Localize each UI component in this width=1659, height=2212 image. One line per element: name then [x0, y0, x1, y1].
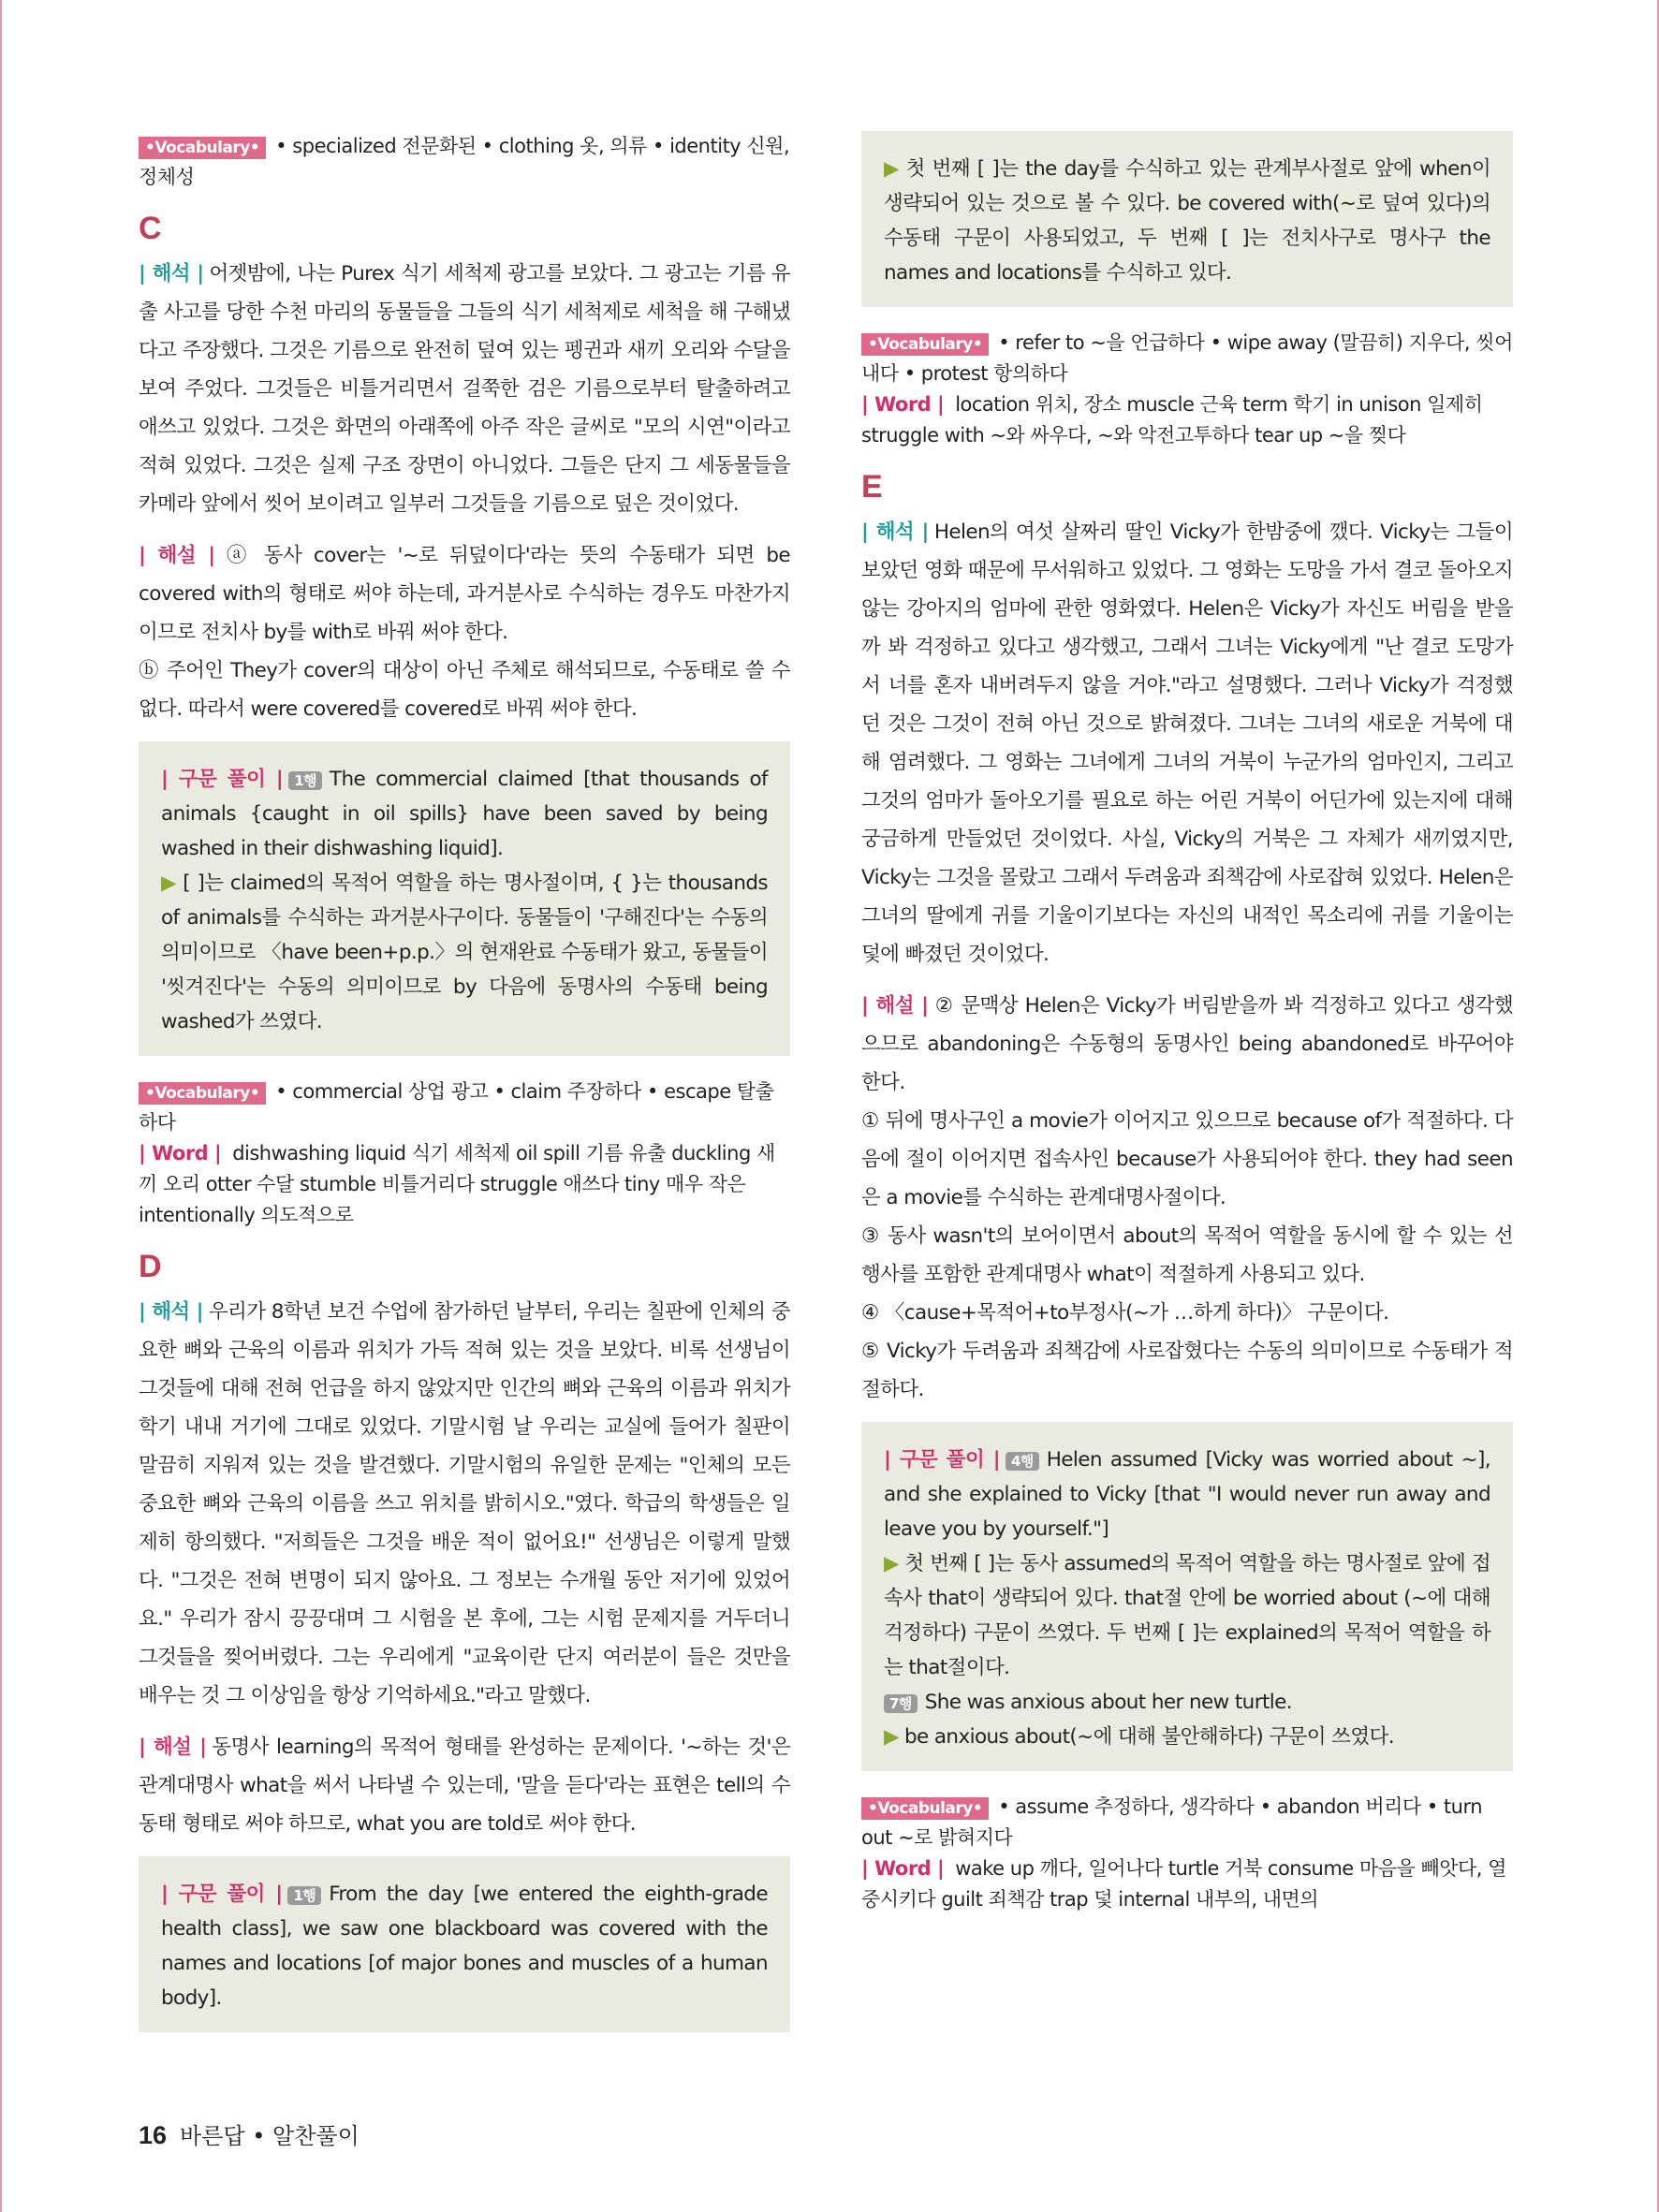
translation-d: [139, 1293, 790, 1715]
vocabulary-text: • commercial 상업 광고 • claim 주장하다 • escape 탈출하다: [139, 1080, 774, 1134]
word-text: location 위치, 장소 muscle 근육 term 학기 in unison 일제히 struggle with ~와 싸우다, ~와 악전고투하다 tear up ~을 찢다: [861, 393, 1483, 447]
line-number-badge: 7행: [884, 1694, 918, 1713]
explanation-c-1: [139, 536, 790, 652]
left-column: [139, 131, 790, 2053]
explanation-d: [139, 1728, 790, 1843]
explanation-e-4: ④ 〈cause+목적어+to부정사(~가 …하게 하다)〉 구문이다.: [861, 1301, 1389, 1325]
page-number: 16: [139, 2121, 168, 2149]
translation-text: 어젯밤에, 나는 Purex 식기 세척제 광고를 보았다. 그 광고는 기름 유출 사고를 당한 수천 마리의 동물들을 그들의 식기 세척제로 세척을 해 구해냈다고 주장했다. 그것은 기름으로 완전히 덮여 있는 펭귄과 새끼 오리와 수달을 보여 주었다. 그것들은 비틀거리면서 걸쭉한 검은 기름으로부터 탈출하려고 애쓰고 있었다. 그것은 화면의 아래쪽에 아주 작은 글씨로 "모의 시연"이라고 적혀 있었다. 그것은 실제 구조 장면이 아니었다. 그들은 단지 그 세동물들을 카메라 앞에서 씻어 보이려고 일부러 그것들을 기름으로 덮은 것이었다.: [139, 262, 790, 516]
line-number-badge: 1행: [288, 771, 322, 790]
section-heading-e: E: [861, 469, 883, 505]
word-tag: | Word |: [139, 1142, 222, 1165]
structure-text: She was anxious about her new turtle.: [924, 1691, 1293, 1714]
structure-note-text: be anxious about(~에 대해 불안해하다) 구문이 쓰였다.: [903, 1725, 1394, 1749]
arrow-icon: ▶: [884, 157, 901, 181]
page-edge-left: [0, 0, 2, 2212]
explanation-tag: | 해설 |: [861, 994, 929, 1018]
explanation-tag: | 해설 |: [139, 1736, 207, 1759]
structure-note: [884, 152, 1490, 290]
vocabulary-text: • refer to ~을 언급하다 • wipe away (말끔히) 지우다, 씻어내다 • protest 항의하다: [861, 331, 1513, 385]
vocabulary-line: [139, 1077, 790, 1138]
structure-note: [161, 866, 768, 1039]
word-line: [861, 1853, 1513, 1915]
arrow-icon: ▶: [161, 872, 178, 895]
word-line: [861, 389, 1513, 451]
structure-note: [884, 1546, 1490, 1685]
vocabulary-line: [139, 131, 790, 193]
vocabulary-text: • assume 추정하다, 생각하다 • abandon 버리다 • turn out ~로 밝혀지다: [861, 1795, 1483, 1849]
structure-sentence: [884, 1443, 1490, 1546]
vocabulary-badge: •Vocabulary•: [861, 333, 989, 356]
translation-text: Helen의 여섯 살짜리 딸인 Vicky가 한밤중에 깼다. Vicky는 그들이 보았던 영화 때문에 무서워하고 있었다. 그 영화는 도망을 가서 결코 돌아오지 않는 강아지의 엄마에 관한 영화였다. Helen은 Vicky가 자신도 버림을 받을까 봐 걱정하고 있다고 생각했고, 그래서 그녀는 Vicky에게 "난 결코 도망가서 너를 혼자 내버려두지 않을 거야."라고 설명했다. 그러나 Vicky가 걱정했던 것은 그것이 전혀 아닌 것으로 밝혀졌다. 그녀는 그녀의 새로운 거북에 대해 염려했다. 그 영화는 그녀에게 그녀의 거북이 누군가의 엄마인지, 그리고 그것의 엄마가 돌아오기를 필요로 하는 어린 거북이 어딘가에 있는지에 대해 궁금하게 만들었던 것이었다. 사실, Vicky의 거북은 그 자체가 새끼였지만, Vicky는 그것을 몰랐고 그래서 두려움과 죄책감에 사로잡혀 있었다. Helen은 그녀의 딸에게 귀를 기울이기보다는 자신의 내적인 목소리에 귀를 기울이는 덫에 빠졌던 것이었다.: [861, 520, 1513, 966]
vocabulary-line: [861, 1792, 1513, 1853]
translation-tag: | 해석 |: [861, 520, 929, 544]
word-tag: | Word |: [861, 1857, 945, 1880]
arrow-icon: ▶: [884, 1725, 899, 1749]
explanation-text: ② 문맥상 Helen은 Vicky가 버림받을까 봐 걱정하고 있다고 생각했으므로 abandoning은 수동형의 동명사인 being abandoned로 바꾸어야 한다.: [861, 994, 1513, 1094]
structure-note: [884, 1720, 1490, 1754]
arrow-icon: ▶: [884, 1552, 900, 1575]
structure-note-text: 첫 번째 [ ]는 the day를 수식하고 있는 관계부사절로 앞에 when이 생략되어 있는 것으로 볼 수 있다. be covered with(~로 덮여 있다)의 수동태 구문이 사용되었고, 두 번째 [ ]는 전치사구로 명사구 the names and locations를 수식하고 있다.: [884, 157, 1490, 285]
explanation-text: 동명사 learning의 목적어 형태를 완성하는 문제이다. '~하는 것'은 관계대명사 what을 써서 나타낼 수 있는데, '말을 듣다'라는 표현은 tell의 수동태 형태로 써야 하므로, what you are told로 써야 한다.: [139, 1736, 790, 1836]
translation-tag: | 해석 |: [139, 262, 204, 286]
vocabulary-line: [861, 328, 1513, 389]
structure-note-text: 첫 번째 [ ]는 동사 assumed의 목적어 역할을 하는 명사절로 앞에 접속사 that이 생략되어 있다. that절 안에 be worried about (~에 대해 걱정하다) 구문이 쓰였다. 두 번째 [ ]는 explained의 목적어 역할을 하는 that절이다.: [884, 1552, 1490, 1679]
vocabulary-badge: •Vocabulary•: [139, 137, 266, 159]
structure-text: From the day [we entered the eighth-grade health class], we saw one blackboard was covered with the names and locations [of major bones and muscles of a human body].: [161, 1882, 768, 2010]
structure-box-c: [139, 741, 790, 1056]
structure-box-d-continued: [861, 131, 1513, 307]
explanation-tag: | 해설 |: [139, 544, 215, 567]
structure-text: The commercial claimed [that thousands of animals {caught in oil spills} have been saved by being washed in their dishwashing liquid].: [161, 768, 768, 860]
explanation-e-1: [861, 987, 1513, 1102]
section-heading-c: C: [139, 211, 162, 246]
translation-tag: | 해석 |: [139, 1300, 203, 1324]
page-footer: [139, 2117, 360, 2150]
word-text: dishwashing liquid 식기 세척제 oil spill 기름 유출 duckling 새끼 오리 otter 수달 stumble 비틀거리다 struggle 애쓰다 tiny 매우 작은 intentionally 의도적으로: [139, 1142, 775, 1226]
structure-note-text: [ ]는 claimed의 목적어 역할을 하는 명사절이며, { }는 thousands of animals를 수식하는 과거분사구이다. 동물들이 '구해진다'는 수동의 의미이므로 〈have been+p.p.〉의 현재완료 수동태가 왔고, 동물들이 '씻겨진다'는 수동의 의미이므로 by 다음에 동명사의 수동태 being washed가 쓰였다.: [161, 872, 768, 1033]
vocabulary-badge: •Vocabulary•: [139, 1082, 266, 1105]
structure-sentence: [161, 762, 768, 866]
explanation-text: ⓐ 동사 cover는 '~로 뒤덮이다'라는 뜻의 수동태가 되면 be covered with의 형태로 써야 하는데, 과거분사로 수식하는 경우도 마찬가지이므로 전치사 by를 with로 바꿔 써야 한다.: [139, 544, 790, 644]
structure-box-e: [861, 1422, 1513, 1771]
translation-e: [861, 513, 1513, 974]
right-column: [861, 131, 1513, 1915]
word-text: wake up 깨다, 일어나다 turtle 거북 consume 마음을 빼앗다, 열중시키다 guilt 죄책감 trap 덫 internal 내부의, 내면의: [861, 1857, 1506, 1911]
vocabulary-badge: •Vocabulary•: [861, 1797, 989, 1820]
explanation-e-5: ⑤ Vicky가 두려움과 죄책감에 사로잡혔다는 수동의 의미이므로 수동태가 적절하다.: [861, 1340, 1513, 1401]
structure-tag: | 구문 풀이 |: [161, 1882, 283, 1906]
translation-c: [139, 255, 790, 523]
structure-sentence: [161, 1877, 768, 2015]
structure-tag: | 구문 풀이 |: [161, 768, 284, 791]
vocabulary-text: • specialized 전문화된 • clothing 옷, 의류 • identity 신원, 정체성: [139, 135, 790, 188]
translation-text: 우리가 8학년 보건 수업에 참가하던 날부터, 우리는 칠판에 인체의 중요한 뼈와 근육의 이름과 위치가 가득 적혀 있는 것을 보았다. 비록 선생님이 그것들에 대해 전혀 언급을 하지 않았지만 인간의 뼈와 근육의 이름과 위치가 학기 내내 거기에 그대로 있었다. 기말시험 날 우리는 교실에 들어가 칠판이 말끔히 지워져 있는 것을 발견했다. 기말시험의 유일한 문제는 "인체의 모든 중요한 뼈와 근육의 이름을 쓰고 위치를 밝히시오."였다. 학급의 학생들은 일제히 항의했다. "저희들은 그것을 배운 적이 없어요!" 선생님은 이렇게 말했다. "그것은 전혀 변명이 되지 않아요. 그 정보는 수개월 동안 저기에 있었어요." 우리가 잠시 끙끙대며 그 시험을 본 후에, 그는 시험 문제지를 거두더니 그것들을 찢어버렸다. 그는 우리에게 "교육이란 단지 여러분이 들은 것만을 배우는 것 그 이상임을 항상 기억하세요."라고 말했다.: [139, 1300, 790, 1707]
structure-tag: | 구문 풀이 |: [884, 1448, 1000, 1472]
structure-sentence: [884, 1685, 1490, 1720]
explanation-c-2: ⓑ 주어인 They가 cover의 대상이 아닌 주체로 해석되므로, 수동태로 쓸 수 없다. 따라서 were covered를 covered로 바꿔 써야 한다.: [139, 659, 790, 721]
section-heading-d: D: [139, 1249, 162, 1284]
word-tag: | Word |: [861, 393, 945, 416]
structure-text: Helen assumed [Vicky was worried about ~], and she explained to Vicky [that "I would never run away and leave you by yourself."]: [884, 1448, 1490, 1541]
word-line: [139, 1138, 790, 1231]
explanation-e-3: ③ 동사 wasn't의 보어이면서 about의 목적어 역할을 동시에 할 수 있는 선행사를 포함한 관계대명사 what이 적절하게 사용되고 있다.: [861, 1224, 1513, 1286]
book-title: 바른답 • 알찬풀이: [180, 2123, 360, 2149]
line-number-badge: 1행: [287, 1886, 321, 1905]
structure-box-d: [139, 1856, 790, 2032]
line-number-badge: 4행: [1006, 1452, 1039, 1471]
explanation-e-2: ① 뒤에 명사구인 a movie가 이어지고 있으므로 because of가 적절하다. 다음에 절이 이어지면 접속사인 because가 사용되어야 한다. they had seen은 a movie를 수식하는 관계대명사절이다.: [861, 1109, 1513, 1209]
